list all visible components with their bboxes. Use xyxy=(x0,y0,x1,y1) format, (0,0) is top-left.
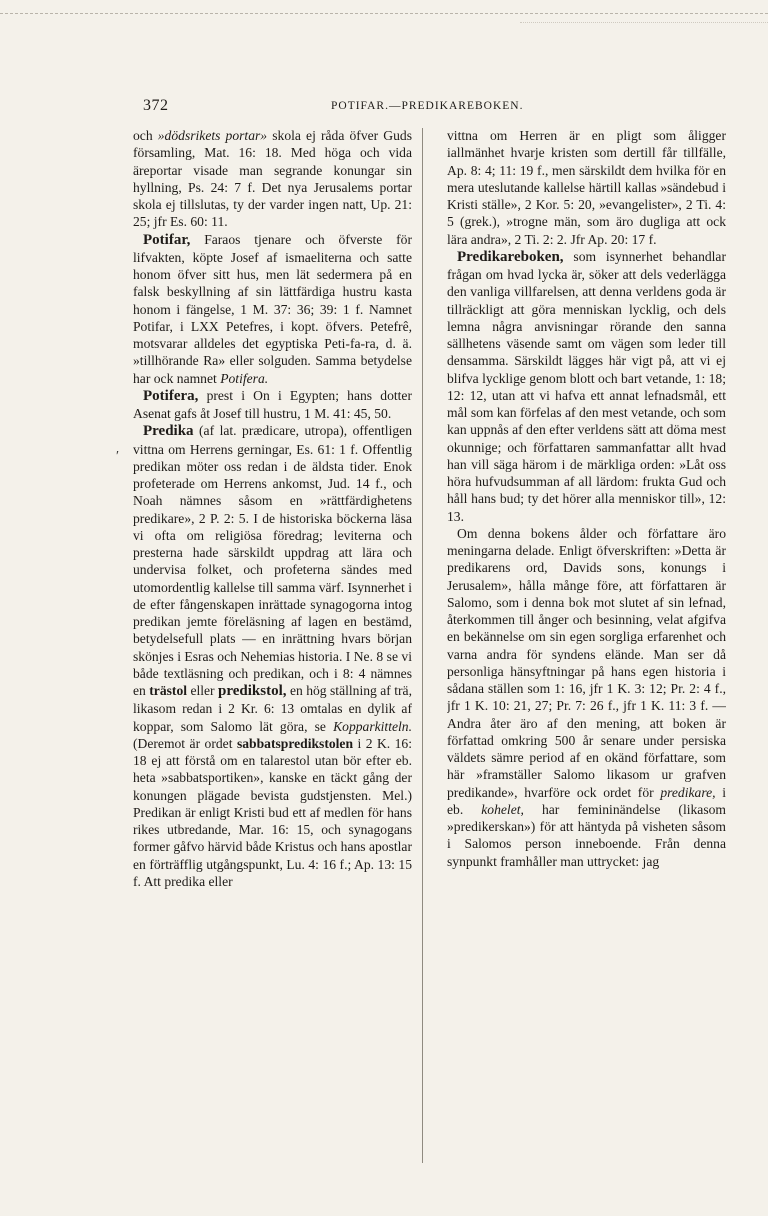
entry-continuation xyxy=(447,127,726,248)
left-column xyxy=(133,127,412,1172)
entry-text: (Deremot är ordet xyxy=(133,735,237,751)
page-number: 372 xyxy=(143,97,169,114)
margin-mark: ′ xyxy=(116,449,120,464)
scan-edge-line xyxy=(0,13,768,14)
entry-headword: Potifar, xyxy=(143,231,191,248)
entry-text: en hög ställning af trä, likasom redan i 2 Kr. 6: 13 omtalas en dylik af koppar, som Salomo lät göra, se xyxy=(133,683,412,734)
entry-headword: Predikareboken, xyxy=(457,248,564,265)
column-rule xyxy=(422,128,423,1163)
entry-text: som isynnerhet behandlar frågan om hvad lycka är, söker att dels vederlägga den vanliga villfarelsen, att denna verldens goda är tillräckligt att göra menniskan lycklig, och dels lemna några anvisningar rörande den sanna sällhetens väsende samt om vägen som leder till densamma. Särskildt lägges här vigt på, att vi ej blifva lycklige genom blott och bart vetande, 1: 18; 12: 12, utan att vi hafva ett annat lefnadsmål, ett mål som kan förfelas af den mest vetande, och som kan uppnås af den efter verldens sätt att döma mest okunnige; och författaren sammanfattar allt hvad han vill säga härom i de märkliga orden: »Låt oss höra hufvudsumman af all lärdom: frukta Gud och håll hans bud; ty det hörer alla menniskor till», 12: 13. xyxy=(447,248,726,524)
entry-text: Om denna bokens ålder och författare äro meningarna delade. Enligt öfverskriften: »Detta är predikarens ord, Davids sons, konungs i Jerusalem», hålla månge före, att författaren är Salomo, som i denna bok mot slutet af sin lefnad, återkommen till ånger och besinning, velat afgifva en bekännelse om sin egen sorgliga erfarenhet och varna andra för syndens elände. Man ser då personliga hänsyftningar på hans egen historia i sådana ställen som 1: 16, jfr 1 K. 3: 12; Pr. 2: 4 f., jfr 1 K. 10: 21, 27; Pr. 7: 26 f., jfr 1 K. 11: 3 f. — Andra åter äro af den mening, att boken är författad omkring 500 år senare under persiska väldets sämre period af en okänd författare, som här »framställer Salomo likasom ur grafven predikande», hvarföre ock ordet för xyxy=(447,525,726,800)
entry-text: i eb. xyxy=(447,784,726,817)
entry-text: prest i On i Egypten; hans dotter Asenat gafs åt Josef till hustru, 1 M. 41: 45, 50. xyxy=(133,387,412,421)
entry-continuation xyxy=(133,127,412,231)
italic-term: predikare, xyxy=(660,784,716,800)
cross-reference: Potifera. xyxy=(220,370,269,386)
entry-text: skola ej råda öfver Guds församling, Mat. 16: 18. Med höga och vida äreportar visade man segrande konungar sin hyllning, Ps. 24: 7 f. Det nya Jerusalems portar skola ej tillslutas, ty der varder ingen natt, Up. 21: 25; jfr Es. 60: 11. xyxy=(133,128,412,230)
entry-potifar xyxy=(133,231,412,387)
subterm: predikstol, xyxy=(218,683,287,699)
running-head xyxy=(143,97,726,119)
italic-term: kohelet, xyxy=(481,801,524,817)
cross-reference: Kopparkitteln. xyxy=(333,718,412,734)
entry-predikareboken xyxy=(447,248,726,525)
entry-paragraph xyxy=(447,525,726,870)
entry-text: Faraos tjenare och öfverste för lifvakten, köpte Josef af ismaeliterna och satte honom öfver sitt hus, men lät sedermera på en falsk beskyllning af sin lättfärdiga hustru kasta honom i fängelse, 1 M. 37: 36; 39: 1 f. Namnet Potifar, i LXX Petefres, i kopt. öfvers. Petefrê, motsvarar alldeles det egyptiska Peti-fa-ra, d. ä. »tillhörande Ra» eller solguden. Samma betydelse har ock namnet xyxy=(133,231,412,386)
entry-text: och xyxy=(133,128,158,143)
scan-edge-line-faint xyxy=(520,22,768,23)
entry-text: eller xyxy=(187,683,219,698)
italic-phrase: »dödsrikets portar» xyxy=(157,128,268,143)
entry-predika xyxy=(133,422,412,890)
right-column xyxy=(447,127,726,1172)
entry-headword: Potifera, xyxy=(143,387,199,404)
entry-text: i 2 K. 16: 18 ej att förstå om en talarestol utan bör efter eb. heta »sabbatsportiken», kanske en täckt gång der konungen plägade bevista gudstjensten. Mel.) Predikan är enligt Kristi bud ett af medlen för hans rikes utbredande, Mar. 16: 15, och synagogans former gåfvo härvid både Kristus och hans apostlar en förträfflig utgångspunkt, Lu. 4: 16 f.; Ap. 13: 15 f. Att predika eller xyxy=(133,735,412,889)
entry-text: har femininändelse (likasom »predikerskan») för att häntyda på visheten såsom i Salomos person inneboende. Från denna synpunkt framhåller man uttrycket: jag xyxy=(447,801,726,869)
subterm: sabbatspredikstolen xyxy=(236,735,354,751)
entry-potifera xyxy=(133,387,412,423)
subterm: trästol xyxy=(149,683,188,698)
entry-text: (af lat. prædicare, utropa), offentligen vittna om Herrens gerningar, Es. 61: 1 f. Offentlig predikan möter oss redan i de äldsta tider. Enok profeterade om Herrens ankomst, Jud. 14 f., och Noah nämnes såsom en »rättfärdighetens predikare», 2 P. 2: 5. I de historiska böckerna läsa vi ofta om religiösa föredrag; leviterna och presterna hade särskildt uppdrag att lära och undervisa folket, och profeterna sändes med utomordentlig kallelse till samma värf. Isynnerhet i de efter fångenskapen inrättade synagogorna intog predikan jemte föreläsning af lagen en bestämd, betydelsefull plats — en inrättning hvars början skönjes i Esras och Nehemias historia. I Ne. 8 se vi både textläsning och predikan, och i 8: 4 nämnes en xyxy=(133,423,412,698)
running-title: POTIFAR.—PREDIKAREBOKEN. xyxy=(331,100,524,112)
entry-text: vittna om Herren är en pligt som åligger iallmänhet hvarje kristen som dertill får tillfälle, Ap. 8: 4; 11: 19 f., men särskildt dem hvilka för en mera uteslutande kallelse härtill kallas »sändebud i Kristi ställe», 2 Kor. 5: 20, »evangelister», 2 Ti. 4: 5 (grek.), »trogne män, som äro dugliga att ock lära andra», 2 Ti. 2: 2. Jfr Ap. 20: 17 f. xyxy=(447,128,726,247)
entry-headword: Predika xyxy=(143,423,194,440)
